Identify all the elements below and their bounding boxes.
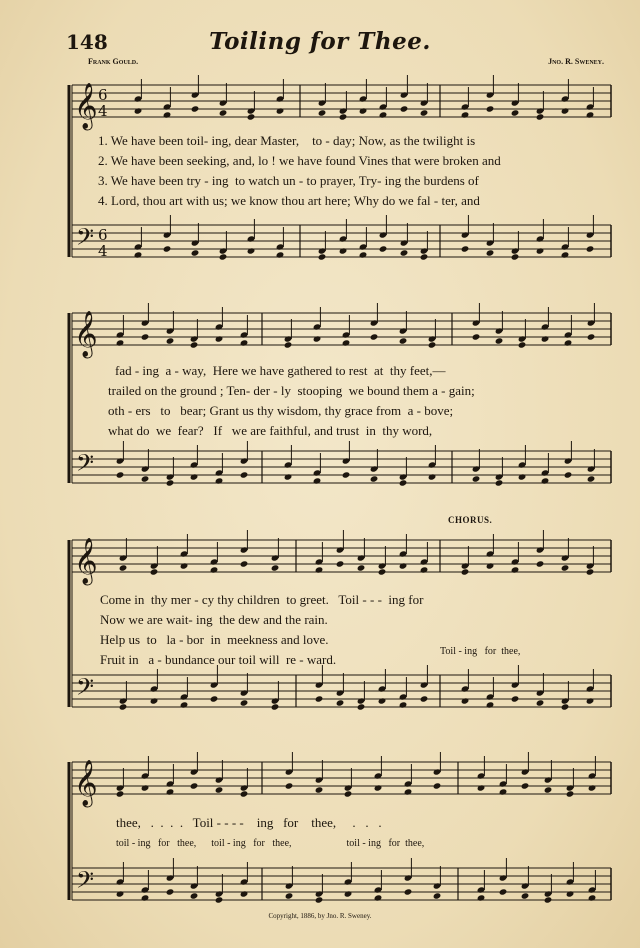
note-head xyxy=(344,890,353,897)
note-head xyxy=(433,782,442,789)
note-head xyxy=(210,566,219,573)
note-head xyxy=(461,697,470,704)
note-head xyxy=(318,253,327,260)
lyric-line: oth - ers to bear; Grant us thy wisdom, thy grace from a - bove; xyxy=(108,403,454,418)
note-head xyxy=(561,564,570,571)
note-head xyxy=(357,564,366,571)
note-head xyxy=(370,475,379,482)
note-head xyxy=(247,113,256,120)
note-head xyxy=(588,894,597,901)
note-head xyxy=(215,477,224,484)
note-head xyxy=(370,333,379,340)
note-head xyxy=(586,245,595,252)
note-head xyxy=(379,111,388,118)
note-head xyxy=(166,479,175,486)
note-head xyxy=(400,249,409,256)
note-head xyxy=(336,560,345,567)
note-head xyxy=(379,245,388,252)
note-head xyxy=(541,335,550,342)
note-head xyxy=(215,896,224,903)
note-head xyxy=(180,701,189,708)
note-head xyxy=(461,245,470,252)
lyric-line: Fruit in a - bundance our toil will re - ward. xyxy=(100,652,337,667)
note-head xyxy=(285,892,294,899)
note-head xyxy=(240,699,249,706)
note-head xyxy=(344,790,353,797)
note-head xyxy=(313,477,322,484)
note-head xyxy=(180,562,189,569)
note-head xyxy=(404,788,413,795)
bass-lyric: toil - ing for thee, toil - ing for thee, toil - ing for thee, xyxy=(116,838,425,849)
treble-clef: 𝄞 xyxy=(74,538,98,584)
time-signature: 6 xyxy=(98,226,108,244)
note-head xyxy=(342,471,351,478)
note-head xyxy=(191,249,200,256)
note-head xyxy=(378,568,387,575)
note-head xyxy=(271,703,280,710)
note-head xyxy=(461,111,470,118)
note-head xyxy=(141,784,150,791)
lyric-line: what do we fear? If we are faithful, and trust in thy word, xyxy=(108,423,433,438)
note-head xyxy=(518,341,527,348)
copyright-notice: Copyright, 1886, by Jno. R. Sweney. xyxy=(268,912,372,920)
note-head xyxy=(561,107,570,114)
note-head xyxy=(495,479,504,486)
time-signature: 6 xyxy=(98,86,108,104)
note-head xyxy=(433,892,442,899)
note-head xyxy=(116,471,125,478)
note-head xyxy=(586,697,595,704)
note-head xyxy=(586,568,595,575)
note-head xyxy=(219,253,228,260)
note-head xyxy=(400,105,409,112)
note-head xyxy=(215,335,224,342)
note-head xyxy=(119,564,128,571)
bass-lyric: Toil - ing for thee, xyxy=(440,646,521,657)
note-head xyxy=(357,703,366,710)
note-head xyxy=(536,113,545,120)
note-head xyxy=(240,339,249,346)
note-head xyxy=(564,471,573,478)
chorus-label: CHORUS. xyxy=(448,515,493,525)
bass-clef: 𝄢 xyxy=(76,449,95,482)
note-head xyxy=(495,337,504,344)
note-head xyxy=(210,695,219,702)
note-head xyxy=(219,109,228,116)
note-head xyxy=(163,111,172,118)
note-head xyxy=(166,888,175,895)
note-head xyxy=(564,339,573,346)
note-head xyxy=(511,253,520,260)
note-head xyxy=(190,341,199,348)
note-head xyxy=(339,247,348,254)
lyric-line: fad - ing a - way, Here we have gathered to rest at thy feet,— xyxy=(115,363,446,378)
note-head xyxy=(536,560,545,567)
note-head xyxy=(399,337,408,344)
time-signature: 4 xyxy=(98,242,108,260)
note-head xyxy=(116,790,125,797)
note-head xyxy=(134,107,143,114)
note-head xyxy=(477,784,486,791)
note-head xyxy=(420,695,429,702)
note-head xyxy=(315,566,324,573)
treble-clef: 𝄞 xyxy=(74,311,98,357)
note-head xyxy=(150,568,159,575)
note-head xyxy=(318,109,327,116)
note-head xyxy=(190,892,199,899)
note-head xyxy=(284,341,293,348)
note-head xyxy=(315,896,324,903)
note-head xyxy=(566,790,575,797)
lyric-line: 4. Lord, thou art with us; we know thou art here; Why do we fal - ter, and xyxy=(98,193,480,208)
lyricist-credit: Frank Gould. xyxy=(88,57,139,66)
note-head xyxy=(477,894,486,901)
note-head xyxy=(404,888,413,895)
note-head xyxy=(240,790,249,797)
lyric-line: Now we are wait- ing the dew and the rain. xyxy=(100,612,328,627)
note-head xyxy=(420,253,429,260)
hymn-title: Toiling for Thee. xyxy=(209,28,431,55)
note-head xyxy=(313,335,322,342)
lyric-line: trailed on the ground ; Ten- der - ly stooping we bound them a - gain; xyxy=(108,383,475,398)
note-head xyxy=(428,341,437,348)
note-head xyxy=(247,247,256,254)
note-head xyxy=(116,890,125,897)
note-head xyxy=(315,786,324,793)
note-head xyxy=(541,477,550,484)
treble-clef: 𝄞 xyxy=(74,83,98,129)
note-head xyxy=(486,105,495,112)
page-number: 148 xyxy=(66,30,108,54)
note-head xyxy=(518,473,527,480)
lyric-line: 3. We have been try - ing to watch un - to prayer, Try- ing the burdens of xyxy=(98,173,479,188)
lyric-line: 2. We have been seeking, and, lo ! we have found Vines that were broken and xyxy=(98,153,501,168)
note-head xyxy=(119,703,128,710)
note-head xyxy=(315,695,324,702)
note-head xyxy=(521,892,530,899)
note-head xyxy=(359,107,368,114)
note-head xyxy=(240,890,249,897)
note-head xyxy=(428,473,437,480)
note-head xyxy=(566,890,575,897)
note-head xyxy=(561,251,570,258)
note-head xyxy=(587,475,596,482)
note-head xyxy=(399,701,408,708)
bass-clef: 𝄢 xyxy=(76,673,95,706)
note-head xyxy=(134,251,143,258)
note-head xyxy=(499,888,508,895)
note-head xyxy=(586,111,595,118)
note-head xyxy=(587,333,596,340)
note-head xyxy=(486,562,495,569)
note-head xyxy=(191,105,200,112)
note-head xyxy=(166,337,175,344)
note-head xyxy=(374,784,383,791)
note-head xyxy=(420,109,429,116)
note-head xyxy=(141,475,150,482)
note-head xyxy=(499,788,508,795)
lyric-line: Come in thy mer - cy thy children to greet. Toil - - - ing for xyxy=(100,592,424,607)
note-head xyxy=(544,786,553,793)
lyric-line: thee, . . . . Toil - - - - ing for thee, . . . xyxy=(116,815,382,830)
note-head xyxy=(588,784,597,791)
note-head xyxy=(166,788,175,795)
note-head xyxy=(511,695,520,702)
note-head xyxy=(521,782,530,789)
time-signature: 4 xyxy=(98,102,108,120)
note-head xyxy=(486,701,495,708)
note-head xyxy=(150,697,159,704)
note-head xyxy=(461,568,470,575)
note-head xyxy=(215,786,224,793)
note-head xyxy=(141,894,150,901)
note-head xyxy=(544,896,553,903)
note-head xyxy=(190,782,199,789)
note-head xyxy=(336,699,345,706)
note-head xyxy=(420,566,429,573)
note-head xyxy=(472,475,481,482)
note-head xyxy=(141,333,150,340)
note-head xyxy=(511,566,520,573)
note-head xyxy=(190,473,199,480)
note-head xyxy=(536,247,545,254)
note-head xyxy=(240,560,249,567)
note-head xyxy=(536,699,545,706)
note-head xyxy=(271,564,280,571)
note-head xyxy=(374,894,383,901)
note-head xyxy=(276,107,285,114)
note-head xyxy=(359,251,368,258)
note-head xyxy=(342,339,351,346)
bass-clef: 𝄢 xyxy=(76,866,95,899)
note-head xyxy=(116,339,125,346)
note-head xyxy=(276,251,285,258)
bass-clef: 𝄢 xyxy=(76,223,95,256)
note-head xyxy=(472,333,481,340)
lyric-line: 1. We have been toil- ing, dear Master, to - day; Now, as the twilight is xyxy=(98,133,476,148)
note-head xyxy=(378,697,387,704)
note-head xyxy=(511,109,520,116)
note-head xyxy=(163,245,172,252)
treble-clef: 𝄞 xyxy=(74,760,98,806)
note-head xyxy=(399,562,408,569)
note-head xyxy=(240,471,249,478)
note-head xyxy=(285,782,294,789)
note-head xyxy=(561,703,570,710)
lyric-line: Help us to la - bor in meekness and love. xyxy=(100,632,329,647)
note-head xyxy=(399,479,408,486)
note-head xyxy=(486,249,495,256)
note-head xyxy=(339,113,348,120)
note-head xyxy=(284,473,293,480)
composer-credit: Jno. R. Sweney. xyxy=(548,57,604,66)
